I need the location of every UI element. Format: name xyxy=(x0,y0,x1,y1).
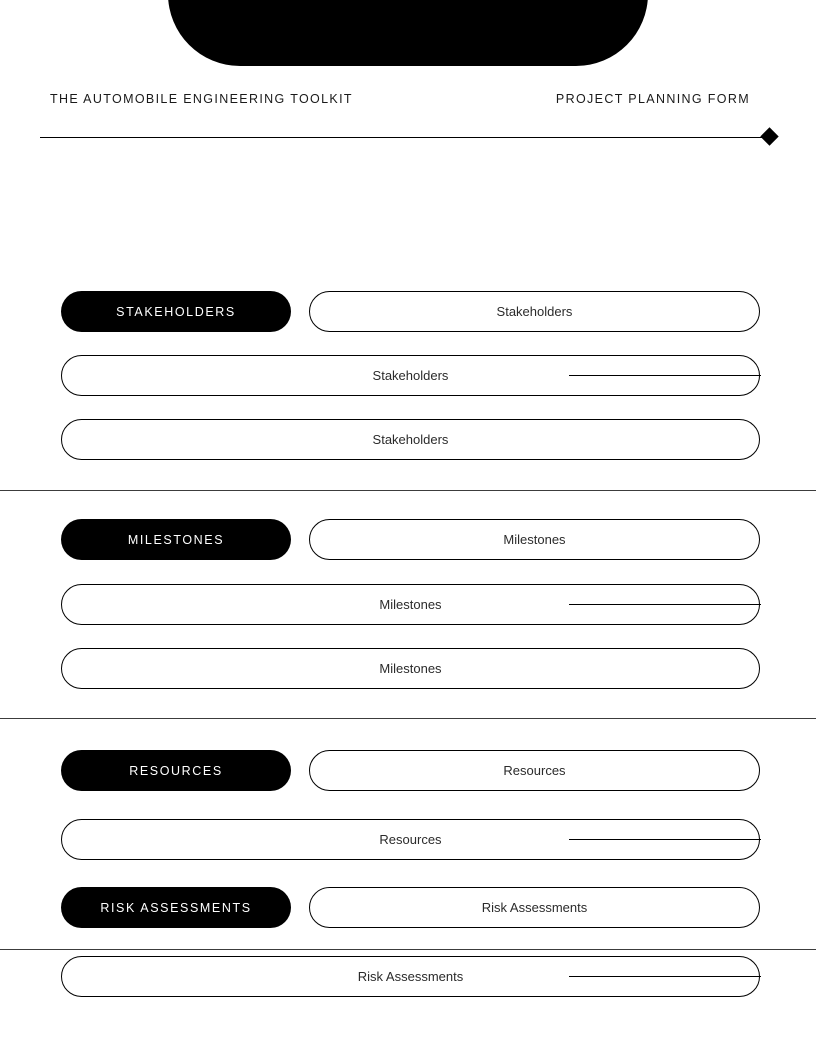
milestones-field-1[interactable]: Milestones xyxy=(309,519,760,560)
stakeholders-field-1[interactable]: Stakeholders xyxy=(309,291,760,332)
toolkit-title: THE AUTOMOBILE ENGINEERING TOOLKIT xyxy=(50,92,353,106)
risk-assessments-field-2[interactable]: Risk Assessments xyxy=(61,956,760,997)
milestones-field-2[interactable]: Milestones xyxy=(61,584,760,625)
stakeholders-field-2[interactable]: Stakeholders xyxy=(61,355,760,396)
label-milestones: MILESTONES xyxy=(61,519,291,560)
field-underline-artifact xyxy=(569,375,761,376)
label-stakeholders: STAKEHOLDERS xyxy=(61,291,291,332)
form-title: PROJECT PLANNING FORM xyxy=(555,92,750,106)
field-underline-artifact xyxy=(569,839,761,840)
field-underline-artifact xyxy=(569,976,761,977)
label-resources: RESOURCES xyxy=(61,750,291,791)
field-underline-artifact xyxy=(569,604,761,605)
header-rule xyxy=(40,137,770,138)
milestones-field-3[interactable]: Milestones xyxy=(61,648,760,689)
diamond-icon xyxy=(760,127,778,145)
resources-field-1[interactable]: Resources xyxy=(309,750,760,791)
section-divider xyxy=(0,949,816,950)
document-header xyxy=(40,92,776,126)
header-decorative-shape xyxy=(168,0,648,66)
risk-assessments-field-1[interactable]: Risk Assessments xyxy=(309,887,760,928)
section-divider xyxy=(0,718,816,719)
stakeholders-field-3[interactable]: Stakeholders xyxy=(61,419,760,460)
resources-field-2[interactable]: Resources xyxy=(61,819,760,860)
label-risk-assessments: RISK ASSESSMENTS xyxy=(61,887,291,928)
section-divider xyxy=(0,490,816,491)
